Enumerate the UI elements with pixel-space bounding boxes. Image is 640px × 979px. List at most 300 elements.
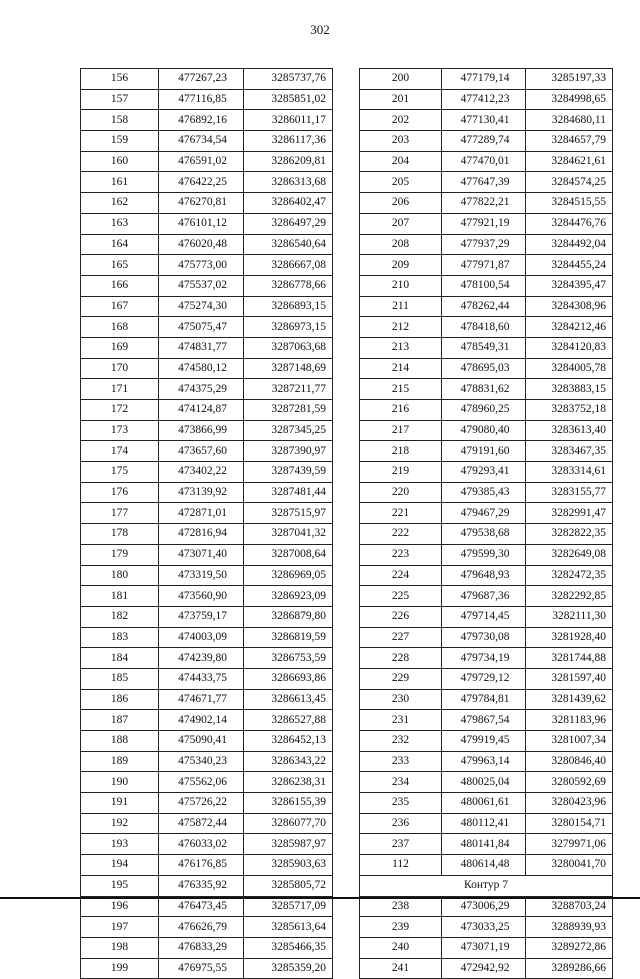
point-number: 195	[81, 875, 159, 896]
coordinate-x: 474902,14	[159, 710, 244, 731]
table-row	[360, 524, 613, 545]
coordinate-y: 3286011,17	[244, 110, 333, 131]
table-row	[81, 544, 333, 565]
bottom-rule	[0, 897, 640, 899]
point-number: 199	[81, 958, 159, 979]
table-row	[81, 462, 333, 483]
table-row	[360, 606, 613, 627]
coordinate-y: 3286753,59	[244, 648, 333, 669]
coordinate-x: 473033,25	[442, 917, 526, 938]
coordinate-y: 3284212,46	[526, 317, 613, 338]
point-number: 193	[81, 834, 159, 855]
coordinate-y: 3286879,80	[244, 606, 333, 627]
coordinate-x: 479729,12	[442, 668, 526, 689]
coordinate-y: 3286117,36	[244, 131, 333, 152]
coordinate-x: 473560,90	[159, 586, 244, 607]
point-number: 214	[360, 358, 442, 379]
coordinate-y: 3280592,69	[526, 772, 613, 793]
table-row	[360, 937, 613, 958]
point-number: 168	[81, 317, 159, 338]
coordinate-x: 475562,06	[159, 772, 244, 793]
coordinate-x: 477116,85	[159, 89, 244, 110]
coordinate-x: 474375,29	[159, 379, 244, 400]
coordinate-y: 3287481,44	[244, 482, 333, 503]
coordinate-x: 477822,21	[442, 193, 526, 214]
coordinate-x: 479734,19	[442, 648, 526, 669]
coordinate-x: 473139,92	[159, 482, 244, 503]
coordinate-y: 3282649,08	[526, 544, 613, 565]
coordinate-x: 476033,02	[159, 834, 244, 855]
coordinates-table-left	[80, 68, 333, 979]
coordinate-y: 3289286,66	[526, 958, 613, 979]
point-number: 232	[360, 731, 442, 752]
point-number: 213	[360, 337, 442, 358]
point-number: 178	[81, 524, 159, 545]
point-number: 189	[81, 751, 159, 772]
coordinate-y: 3280423,96	[526, 793, 613, 814]
table-row	[81, 420, 333, 441]
table-row	[360, 131, 613, 152]
coordinate-y: 3280846,40	[526, 751, 613, 772]
point-number: 223	[360, 544, 442, 565]
table-row	[360, 296, 613, 317]
table-row	[81, 131, 333, 152]
point-number: 177	[81, 503, 159, 524]
point-number: 220	[360, 482, 442, 503]
point-number: 206	[360, 193, 442, 214]
coordinate-y: 3285805,72	[244, 875, 333, 896]
table-row	[360, 482, 613, 503]
coordinate-x: 478100,54	[442, 275, 526, 296]
point-number: 163	[81, 213, 159, 234]
table-row	[81, 772, 333, 793]
coordinate-x: 472942,92	[442, 958, 526, 979]
point-number: 238	[360, 896, 442, 917]
table-row	[360, 855, 613, 876]
table-row	[81, 151, 333, 172]
coordinate-y: 3284476,76	[526, 213, 613, 234]
coordinate-x: 473759,17	[159, 606, 244, 627]
table-row	[81, 69, 333, 90]
coordinate-x: 479648,93	[442, 565, 526, 586]
coordinate-x: 479467,29	[442, 503, 526, 524]
coordinate-y: 3286209,81	[244, 151, 333, 172]
coordinate-x: 479293,41	[442, 462, 526, 483]
table-row	[360, 917, 613, 938]
coordinate-y: 3284120,83	[526, 337, 613, 358]
point-number: 161	[81, 172, 159, 193]
section-heading: Контур 7	[360, 875, 613, 896]
point-number: 231	[360, 710, 442, 731]
point-number: 165	[81, 255, 159, 276]
coordinate-y: 3280041,70	[526, 855, 613, 876]
table-row	[81, 917, 333, 938]
table-row	[360, 565, 613, 586]
coordinate-y: 3284515,55	[526, 193, 613, 214]
coordinate-y: 3286923,09	[244, 586, 333, 607]
table-row	[81, 586, 333, 607]
table-row	[360, 193, 613, 214]
coordinate-y: 3286613,45	[244, 689, 333, 710]
point-number: 196	[81, 896, 159, 917]
table-row	[81, 193, 333, 214]
coordinate-y: 3285613,64	[244, 917, 333, 938]
point-number: 234	[360, 772, 442, 793]
coordinate-x: 476734,54	[159, 131, 244, 152]
coordinate-y: 3286667,08	[244, 255, 333, 276]
coordinate-y: 3284005,78	[526, 358, 613, 379]
table-row	[81, 710, 333, 731]
point-number: 209	[360, 255, 442, 276]
coordinate-x: 479919,45	[442, 731, 526, 752]
table-row	[81, 172, 333, 193]
table-row	[81, 731, 333, 752]
coordinate-y: 3286973,15	[244, 317, 333, 338]
coordinate-y: 3283883,15	[526, 379, 613, 400]
coordinate-x: 480025,04	[442, 772, 526, 793]
point-number: 166	[81, 275, 159, 296]
point-number: 172	[81, 400, 159, 421]
table-row	[81, 317, 333, 338]
coordinate-y: 3282991,47	[526, 503, 613, 524]
coordinate-x: 478418,60	[442, 317, 526, 338]
coordinate-y: 3287041,32	[244, 524, 333, 545]
point-number: 159	[81, 131, 159, 152]
point-number: 174	[81, 441, 159, 462]
coordinate-y: 3283752,18	[526, 400, 613, 421]
point-number: 197	[81, 917, 159, 938]
coordinate-x: 477412,23	[442, 89, 526, 110]
table-row	[360, 731, 613, 752]
point-number: 173	[81, 420, 159, 441]
table-row	[360, 337, 613, 358]
point-number: 212	[360, 317, 442, 338]
coordinate-y: 3281007,34	[526, 731, 613, 752]
table-row	[81, 337, 333, 358]
coordinate-y: 3286527,88	[244, 710, 333, 731]
page-number: 302	[310, 22, 330, 37]
table-row	[81, 482, 333, 503]
point-number: 221	[360, 503, 442, 524]
coordinate-y: 3284657,79	[526, 131, 613, 152]
table-row	[360, 772, 613, 793]
point-number: 204	[360, 151, 442, 172]
table-row	[360, 358, 613, 379]
table-row	[360, 958, 613, 979]
coordinate-x: 478831,62	[442, 379, 526, 400]
point-number: 187	[81, 710, 159, 731]
point-number: 167	[81, 296, 159, 317]
table-row	[360, 213, 613, 234]
coordinate-x: 473006,29	[442, 896, 526, 917]
coordinate-y: 3285903,63	[244, 855, 333, 876]
point-number: 224	[360, 565, 442, 586]
point-number: 157	[81, 89, 159, 110]
coordinate-x: 476591,02	[159, 151, 244, 172]
coordinate-x: 479730,08	[442, 627, 526, 648]
point-number: 226	[360, 606, 442, 627]
coordinate-x: 477937,29	[442, 234, 526, 255]
point-number: 164	[81, 234, 159, 255]
table-row	[360, 896, 613, 917]
coordinate-x: 479385,43	[442, 482, 526, 503]
table-row	[360, 379, 613, 400]
table-row	[81, 751, 333, 772]
point-number: 162	[81, 193, 159, 214]
point-number: 225	[360, 586, 442, 607]
coordinate-x: 477289,74	[442, 131, 526, 152]
coordinate-x: 476626,79	[159, 917, 244, 938]
coordinate-x: 477470,01	[442, 151, 526, 172]
coordinate-x: 476833,29	[159, 937, 244, 958]
coordinate-y: 3286819,59	[244, 627, 333, 648]
table-row	[360, 317, 613, 338]
point-number: 216	[360, 400, 442, 421]
coordinate-y: 3286540,64	[244, 234, 333, 255]
coordinate-x: 473866,99	[159, 420, 244, 441]
table-row	[81, 296, 333, 317]
coordinate-x: 479191,60	[442, 441, 526, 462]
coordinate-x: 478695,03	[442, 358, 526, 379]
coordinate-x: 477921,19	[442, 213, 526, 234]
point-number: 194	[81, 855, 159, 876]
coordinate-x: 477267,23	[159, 69, 244, 90]
coordinate-x: 475340,23	[159, 751, 244, 772]
point-number: 240	[360, 937, 442, 958]
table-row	[81, 503, 333, 524]
table-row	[81, 875, 333, 896]
table-row	[360, 668, 613, 689]
coordinate-y: 3287148,69	[244, 358, 333, 379]
point-number: 211	[360, 296, 442, 317]
table-row	[360, 151, 613, 172]
point-number: 236	[360, 813, 442, 834]
coordinate-y: 3288703,24	[526, 896, 613, 917]
coordinate-x: 476335,92	[159, 875, 244, 896]
coordinate-x: 478960,25	[442, 400, 526, 421]
coordinate-x: 479687,36	[442, 586, 526, 607]
table-row	[81, 627, 333, 648]
point-number: 218	[360, 441, 442, 462]
point-number: 229	[360, 668, 442, 689]
coordinate-x: 474239,80	[159, 648, 244, 669]
coordinate-y: 3284574,25	[526, 172, 613, 193]
table-row	[360, 255, 613, 276]
coordinate-y: 3281439,62	[526, 689, 613, 710]
coordinate-y: 3286497,29	[244, 213, 333, 234]
table-row	[81, 896, 333, 917]
table-row	[360, 462, 613, 483]
point-number: 201	[360, 89, 442, 110]
table-row	[81, 255, 333, 276]
table-row	[81, 275, 333, 296]
coordinate-y: 3282292,85	[526, 586, 613, 607]
coordinate-y: 3283467,35	[526, 441, 613, 462]
coordinate-y: 3287211,77	[244, 379, 333, 400]
coordinate-x: 480061,61	[442, 793, 526, 814]
point-number: 208	[360, 234, 442, 255]
coordinate-x: 476176,85	[159, 855, 244, 876]
coordinate-y: 3285466,35	[244, 937, 333, 958]
table-row	[360, 689, 613, 710]
coordinate-x: 480614,48	[442, 855, 526, 876]
coordinate-y: 3283613,40	[526, 420, 613, 441]
table-row	[360, 89, 613, 110]
coordinate-x: 477130,41	[442, 110, 526, 131]
table-row	[360, 813, 613, 834]
point-number: 203	[360, 131, 442, 152]
coordinate-x: 473071,19	[442, 937, 526, 958]
table-row	[81, 958, 333, 979]
coordinate-x: 476473,45	[159, 896, 244, 917]
coordinate-y: 3284455,24	[526, 255, 613, 276]
table-row	[81, 855, 333, 876]
point-number: 171	[81, 379, 159, 400]
coordinate-y: 3282472,35	[526, 565, 613, 586]
coordinate-y: 3284395,47	[526, 275, 613, 296]
coordinate-x: 476020,48	[159, 234, 244, 255]
coordinate-y: 3284621,61	[526, 151, 613, 172]
point-number: 175	[81, 462, 159, 483]
point-number: 222	[360, 524, 442, 545]
point-number: 233	[360, 751, 442, 772]
coordinate-x: 479784,81	[442, 689, 526, 710]
coordinate-y: 3287063,68	[244, 337, 333, 358]
point-number: 191	[81, 793, 159, 814]
coordinate-x: 474003,09	[159, 627, 244, 648]
table-row	[81, 668, 333, 689]
coordinate-x: 479538,68	[442, 524, 526, 545]
point-number: 227	[360, 627, 442, 648]
coordinate-y: 3282822,35	[526, 524, 613, 545]
coordinate-x: 479867,54	[442, 710, 526, 731]
table-row	[81, 441, 333, 462]
point-number: 205	[360, 172, 442, 193]
point-number: 202	[360, 110, 442, 131]
table-row	[360, 627, 613, 648]
coordinate-x: 472871,01	[159, 503, 244, 524]
coordinate-y: 3284680,11	[526, 110, 613, 131]
coordinate-y: 3286402,47	[244, 193, 333, 214]
point-number: 176	[81, 482, 159, 503]
table-row	[81, 110, 333, 131]
coordinate-x: 479599,30	[442, 544, 526, 565]
coordinate-y: 3283314,61	[526, 462, 613, 483]
coordinate-x: 475773,00	[159, 255, 244, 276]
coordinate-y: 3286155,39	[244, 793, 333, 814]
table-row	[81, 606, 333, 627]
point-number: 230	[360, 689, 442, 710]
table-row	[81, 213, 333, 234]
point-number: 179	[81, 544, 159, 565]
coordinate-y: 3286077,70	[244, 813, 333, 834]
coordinate-x: 479963,14	[442, 751, 526, 772]
table-row	[360, 400, 613, 421]
table-row	[81, 937, 333, 958]
coordinate-x: 475726,22	[159, 793, 244, 814]
coordinate-y: 3285197,33	[526, 69, 613, 90]
coordinate-y: 3282111,30	[526, 606, 613, 627]
point-number: 210	[360, 275, 442, 296]
coordinate-x: 477971,87	[442, 255, 526, 276]
coordinate-y: 3281744,88	[526, 648, 613, 669]
table-row	[81, 89, 333, 110]
table-row	[360, 648, 613, 669]
coordinate-y: 3287390,97	[244, 441, 333, 462]
point-number: 241	[360, 958, 442, 979]
point-number: 217	[360, 420, 442, 441]
coordinate-y: 3287439,59	[244, 462, 333, 483]
table-row	[360, 710, 613, 731]
table-row	[360, 110, 613, 131]
coordinate-y: 3286313,68	[244, 172, 333, 193]
coordinate-x: 475075,47	[159, 317, 244, 338]
coordinate-y: 3284308,96	[526, 296, 613, 317]
point-number: 228	[360, 648, 442, 669]
point-number: 188	[81, 731, 159, 752]
table-row	[360, 420, 613, 441]
table-row	[81, 813, 333, 834]
coordinate-x: 478262,44	[442, 296, 526, 317]
table-row	[81, 834, 333, 855]
table-row	[360, 544, 613, 565]
coordinate-y: 3285737,76	[244, 69, 333, 90]
coordinate-y: 3286693,86	[244, 668, 333, 689]
point-number: 219	[360, 462, 442, 483]
coordinate-x: 474580,12	[159, 358, 244, 379]
coordinate-x: 473071,40	[159, 544, 244, 565]
point-number: 207	[360, 213, 442, 234]
coordinate-x: 479080,40	[442, 420, 526, 441]
coordinate-y: 3285851,02	[244, 89, 333, 110]
coordinate-y: 3285987,97	[244, 834, 333, 855]
coordinate-y: 3285359,20	[244, 958, 333, 979]
point-number: 156	[81, 69, 159, 90]
point-number: 182	[81, 606, 159, 627]
table-row	[360, 441, 613, 462]
coordinate-x: 476975,55	[159, 958, 244, 979]
table-row	[360, 751, 613, 772]
point-number: 190	[81, 772, 159, 793]
coordinate-x: 475872,44	[159, 813, 244, 834]
coordinate-x: 474433,75	[159, 668, 244, 689]
table-row	[81, 565, 333, 586]
point-number: 235	[360, 793, 442, 814]
table-row	[360, 275, 613, 296]
point-number: 198	[81, 937, 159, 958]
point-number: 239	[360, 917, 442, 938]
coordinate-x: 476270,81	[159, 193, 244, 214]
coordinate-y: 3286238,31	[244, 772, 333, 793]
point-number: 158	[81, 110, 159, 131]
coordinate-x: 473657,60	[159, 441, 244, 462]
point-number: 160	[81, 151, 159, 172]
coordinate-x: 472816,94	[159, 524, 244, 545]
section-row	[360, 875, 613, 896]
coordinate-x: 476422,25	[159, 172, 244, 193]
table-row	[81, 524, 333, 545]
coordinate-x: 477647,39	[442, 172, 526, 193]
table-row	[360, 69, 613, 90]
coordinate-x: 475537,02	[159, 275, 244, 296]
table-row	[81, 379, 333, 400]
coordinate-y: 3283155,77	[526, 482, 613, 503]
table-row	[360, 172, 613, 193]
coordinate-x: 474831,77	[159, 337, 244, 358]
coordinate-x: 473402,22	[159, 462, 244, 483]
coordinate-y: 3286778,66	[244, 275, 333, 296]
coordinate-y: 3284492,04	[526, 234, 613, 255]
